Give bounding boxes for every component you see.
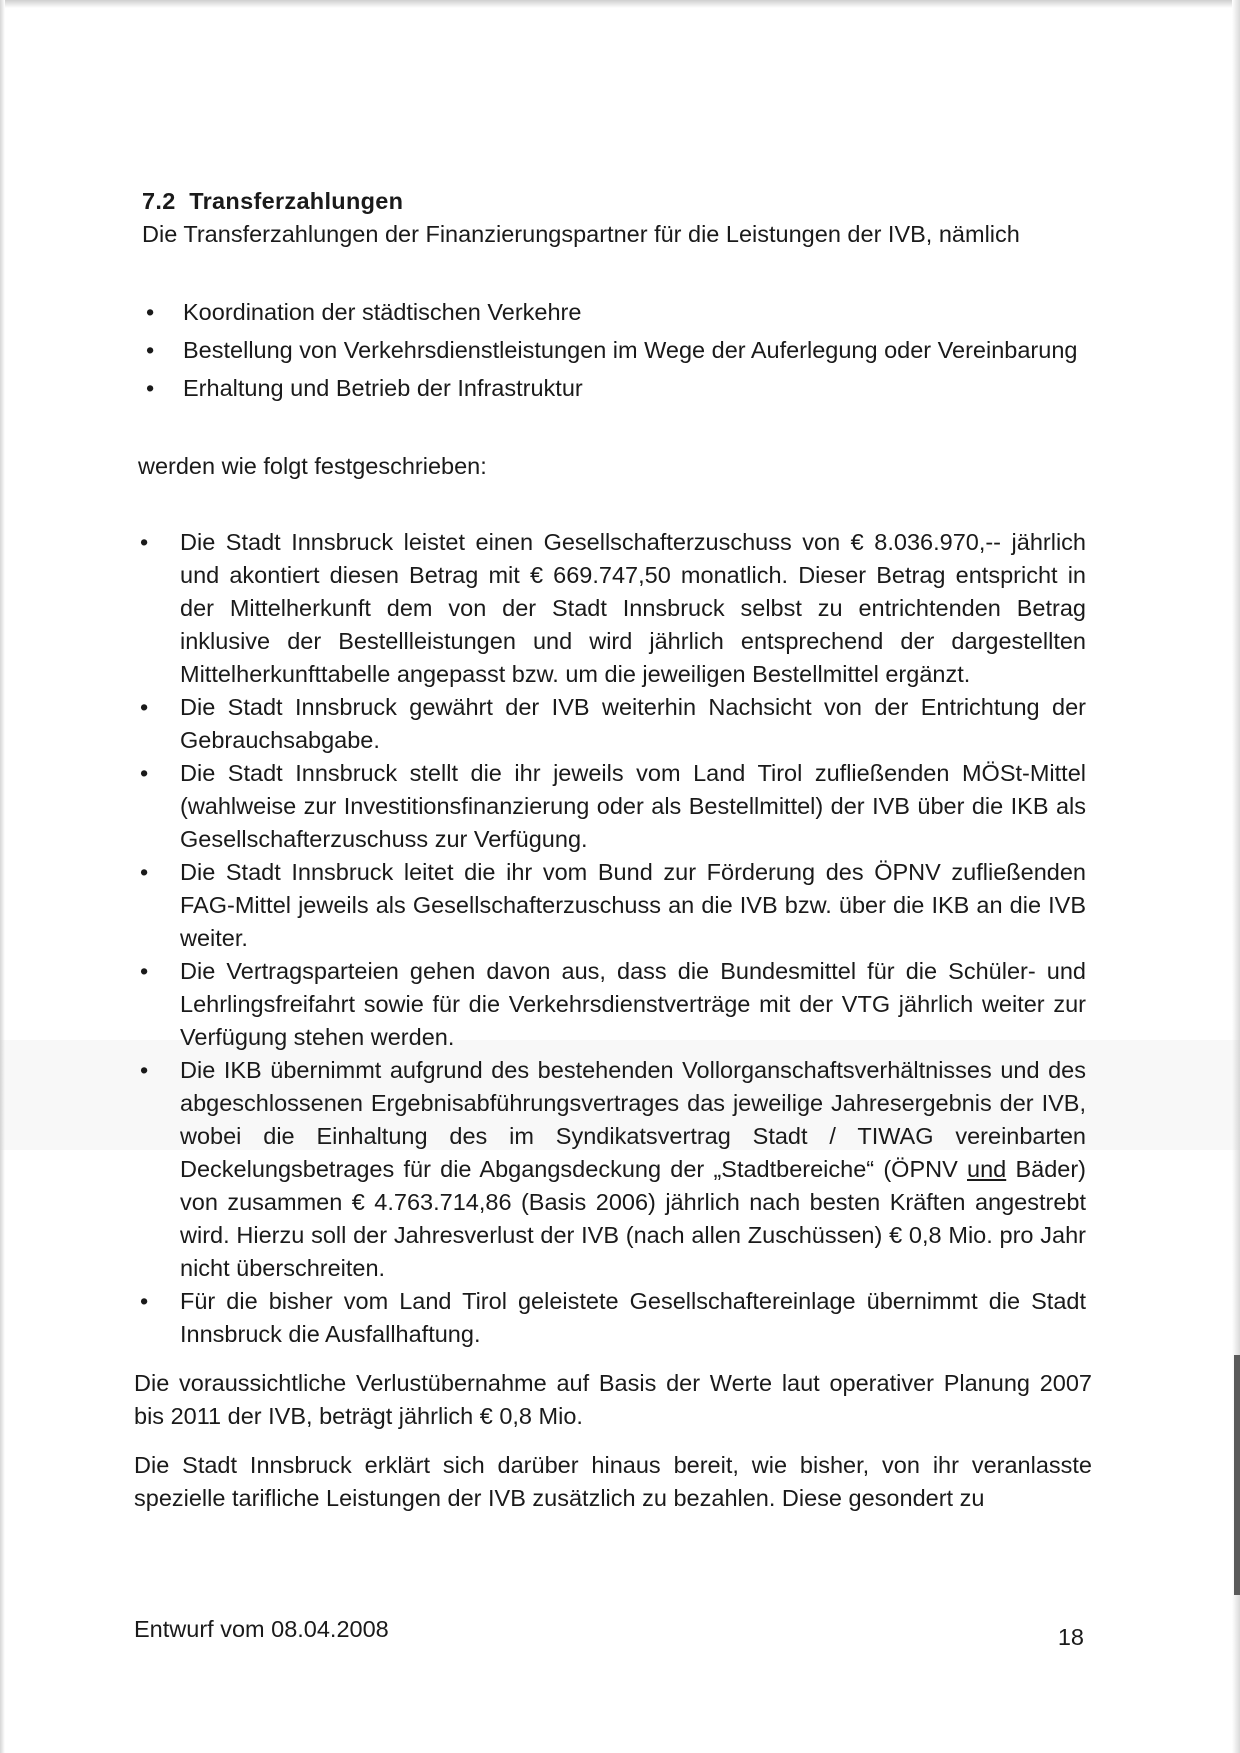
provision-text: Die IKB übernimmt aufgrund des bestehenden Vollorganschaftsverhältnisses und des abgeschlossenen Ergebnisabführungsvertrages das jeweilige Jahresergebnis der IVB, wobei die Einhaltung des im Syndikatsvertrag Stadt / TIWAG vereinbarten Deckelungsbetrages für die Abgangsdeckung der „Stadtbereiche“ (ÖPNV	[180, 1057, 1086, 1182]
provision-text: Bäder) von zusammen € 4.763.714,86 (Basis 2006) jährlich nach besten Kräften angestrebt wird. Hierzu soll der Jahresverlust der IVB (nach allen Zuschüssen) € 0,8 Mio. pro Jahr nicht überschreiten.	[180, 1156, 1086, 1281]
provision-list	[136, 526, 1086, 1351]
provision-item: • Die Vertragsparteien gehen davon aus, dass die Bundesmittel für die Schüler- und Lehrlingsfreifahrt sowie für die Verkehrsdienstverträge mit der VTG jährlich weiter zur Verfügung stehen werden.	[136, 955, 1086, 1054]
document-page	[134, 185, 1092, 1515]
task-item: • Bestellung von Verkehrsdienstleistungen im Wege der Auferlegung oder Vereinbarung	[142, 334, 1092, 367]
task-list	[142, 296, 1092, 405]
scan-edge-left	[0, 0, 5, 1753]
scan-edge-shadow	[1234, 1355, 1240, 1595]
scan-edge-top	[0, 0, 1240, 8]
draft-date: Entwurf vom 08.04.2008	[134, 1616, 389, 1642]
task-item: • Koordination der städtischen Verkehre	[142, 296, 1092, 329]
section-number: 7.2	[142, 188, 176, 214]
provision-item: • Die Stadt Innsbruck gewährt der IVB weiterhin Nachsicht von der Entrichtung der Gebrauchsabgabe.	[136, 691, 1086, 757]
provision-item: • Die Stadt Innsbruck leistet einen Gesellschafterzuschuss von € 8.036.970,-- jährlich und akontiert diesen Betrag mit € 669.747,50 monatlich. Dieser Betrag entspricht in der Mittelherkunft dem von der Stadt Innsbruck selbst zu entrichtenden Betrag inklusive der Bestellleistungen und wird jährlich entsprechend der dargestellten Mittelherkunfttabelle angepasst bzw. um die jeweiligen Bestellmittel ergänzt.	[136, 526, 1086, 691]
paragraph-tariff-services: Die Stadt Innsbruck erklärt sich darüber hinaus bereit, wie bisher, von ihr veranlasste spezielle tarifliche Leistungen der IVB zusätzlich zu bezahlen. Diese gesondert zu	[134, 1452, 1092, 1511]
paragraph-loss-takeover: Die voraussichtliche Verlustübernahme auf Basis der Werte laut operativer Planung 2007 bis 2011 der IVB, beträgt jährlich € 0,8 Mio.	[134, 1370, 1092, 1429]
provision-item: • Für die bisher vom Land Tirol geleistete Gesellschaftereinlage übernimmt die Stadt Innsbruck die Ausfallhaftung.	[136, 1285, 1086, 1351]
task-item: • Erhaltung und Betrieb der Infrastruktur	[142, 372, 1092, 405]
provision-item	[136, 1054, 1086, 1285]
transition-text: werden wie folgt festgeschrieben:	[138, 453, 487, 479]
underlined-word: und	[967, 1156, 1007, 1182]
section-intro: Die Transferzahlungen der Finanzierungspartner für die Leistungen der IVB, nämlich	[142, 221, 1020, 247]
provision-item: • Die Stadt Innsbruck stellt die ihr jeweils vom Land Tirol zufließenden MÖSt-Mittel (wahlweise zur Investitionsfinanzierung oder als Bestellmittel) der IVB über die IKB als Gesellschafterzuschuss zur Verfügung.	[136, 757, 1086, 856]
page-number: 18	[1057, 1624, 1084, 1650]
section-heading	[142, 185, 1092, 218]
provision-item: • Die Stadt Innsbruck leitet die ihr vom Bund zur Förderung des ÖPNV zufließenden FAG-Mittel jeweils als Gesellschafterzuschuss an die IVB bzw. über die IKB an die IVB weiter.	[136, 856, 1086, 955]
section-title: Transferzahlungen	[189, 188, 404, 214]
